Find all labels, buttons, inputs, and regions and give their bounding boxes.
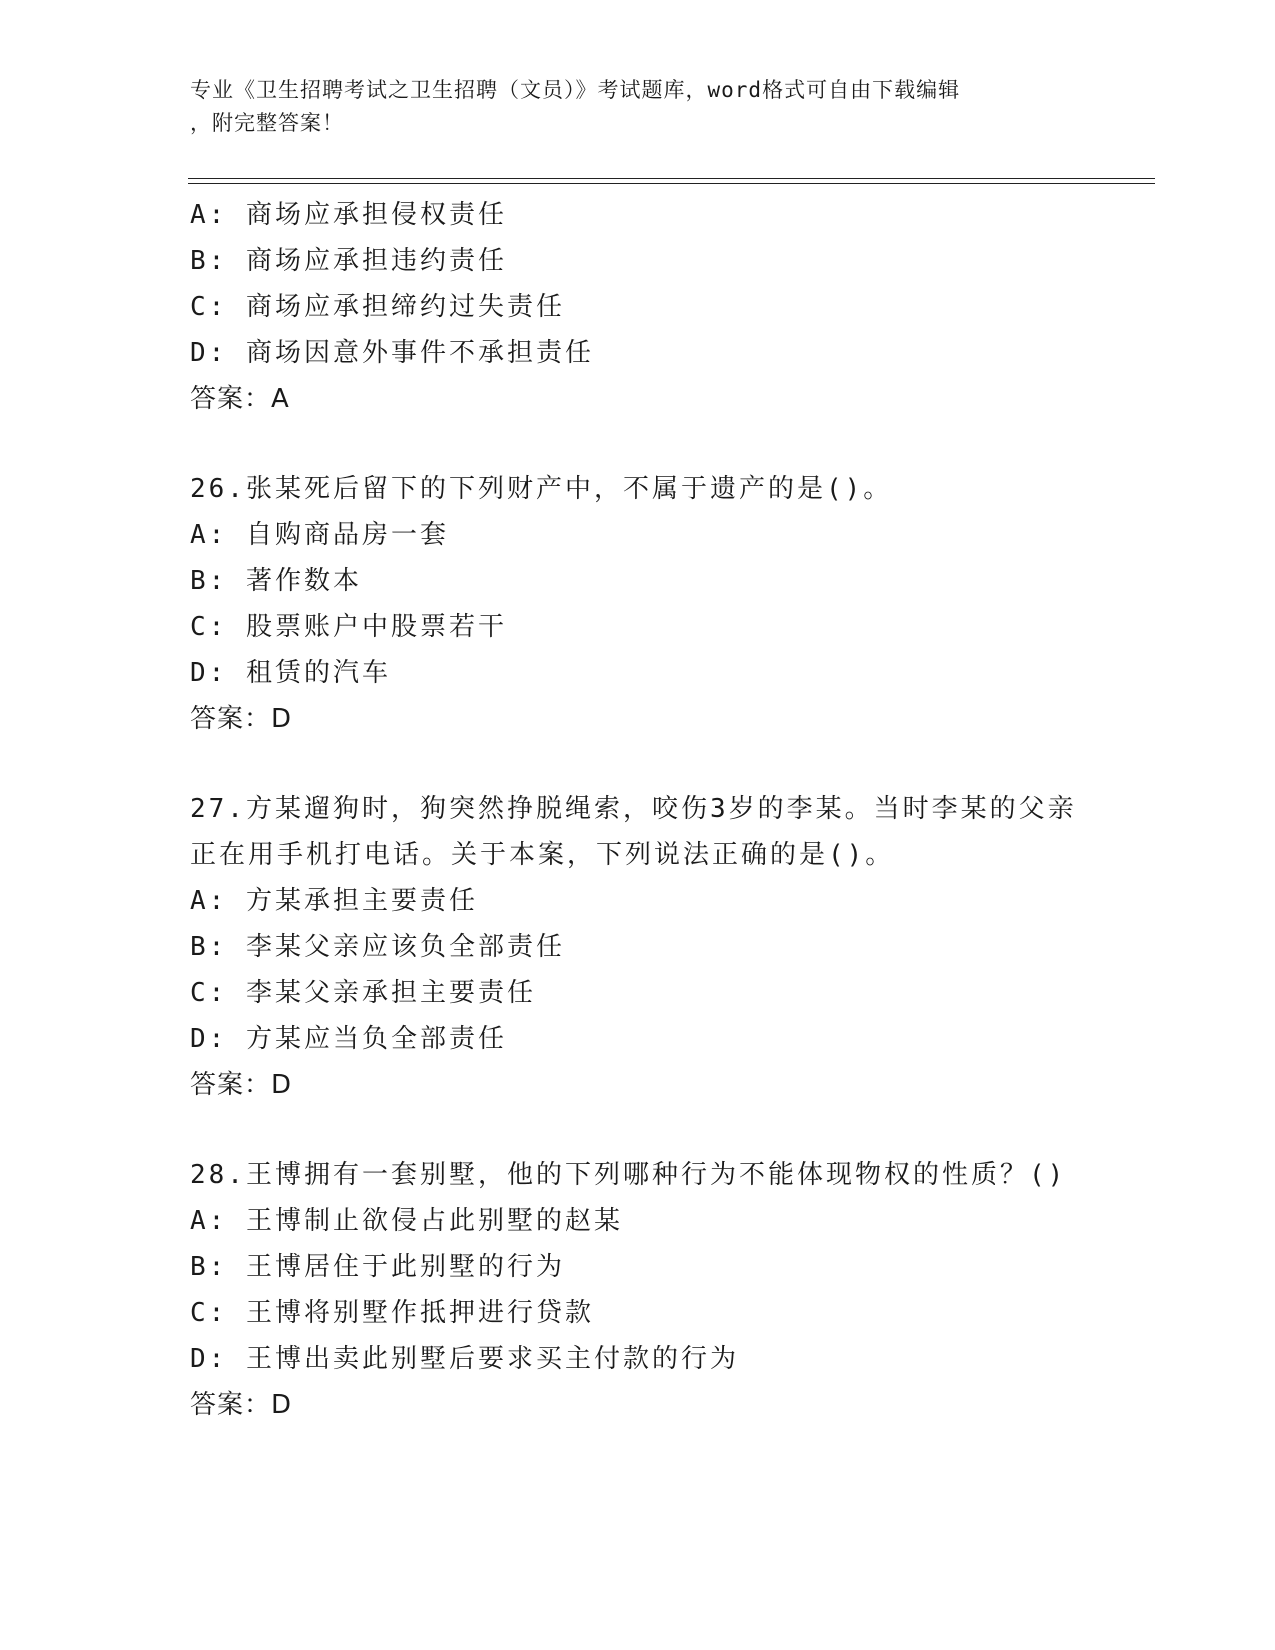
- answer: 答案：D: [190, 1390, 293, 1420]
- option-a: A: 自购商品房一套: [190, 520, 449, 550]
- answer: 答案：D: [190, 1070, 293, 1100]
- header-rule-top: [188, 178, 1155, 179]
- question-stem: 28.王博拥有一套别墅，他的下列哪种行为不能体现物权的性质？(): [190, 1160, 1067, 1190]
- option-a: A: 商场应承担侵权责任: [190, 200, 507, 230]
- option-a: A: 方某承担主要责任: [190, 886, 478, 916]
- option-a: A: 王博制止欲侵占此别墅的赵某: [190, 1206, 623, 1236]
- question-stem: 26.张某死后留下的下列财产中，不属于遗产的是()。: [190, 474, 893, 504]
- document-body: [190, 192, 1090, 1428]
- question-stem-line-2: 正在用手机打电话。关于本案，下列说法正确的是()。: [190, 840, 895, 870]
- option-c: C: 股票账户中股票若干: [190, 612, 507, 642]
- option-c: C: 王博将别墅作抵押进行贷款: [190, 1298, 594, 1328]
- option-d: D: 商场因意外事件不承担责任: [190, 338, 594, 368]
- option-d: D: 王博出卖此别墅后要求买主付款的行为: [190, 1344, 739, 1374]
- question-stem-line-1: 27.方某遛狗时，狗突然挣脱绳索，咬伤3岁的李某。当时李某的父亲: [190, 794, 1077, 824]
- document-header: [190, 74, 1070, 140]
- question-25-tail: [190, 192, 1090, 422]
- question-27: [190, 786, 1090, 1108]
- header-rule-bottom: [188, 183, 1155, 184]
- answer: 答案：D: [190, 704, 293, 734]
- header-line-1: 专业《卫生招聘考试之卫生招聘（文员）》考试题库，word格式可自由下载编辑: [190, 78, 961, 102]
- option-b: B: 李某父亲应该负全部责任: [190, 932, 565, 962]
- option-d: D: 租赁的汽车: [190, 658, 391, 688]
- option-d: D: 方某应当负全部责任: [190, 1024, 507, 1054]
- header-line-2: ，附完整答案！: [190, 111, 344, 135]
- option-b: B: 商场应承担违约责任: [190, 246, 507, 276]
- option-c: C: 李某父亲承担主要责任: [190, 978, 536, 1008]
- question-28: [190, 1152, 1090, 1428]
- option-b: B: 王博居住于此别墅的行为: [190, 1252, 565, 1282]
- answer: 答案：A: [190, 384, 290, 414]
- option-c: C: 商场应承担缔约过失责任: [190, 292, 565, 322]
- option-b: B: 著作数本: [190, 566, 362, 596]
- question-26: [190, 466, 1090, 742]
